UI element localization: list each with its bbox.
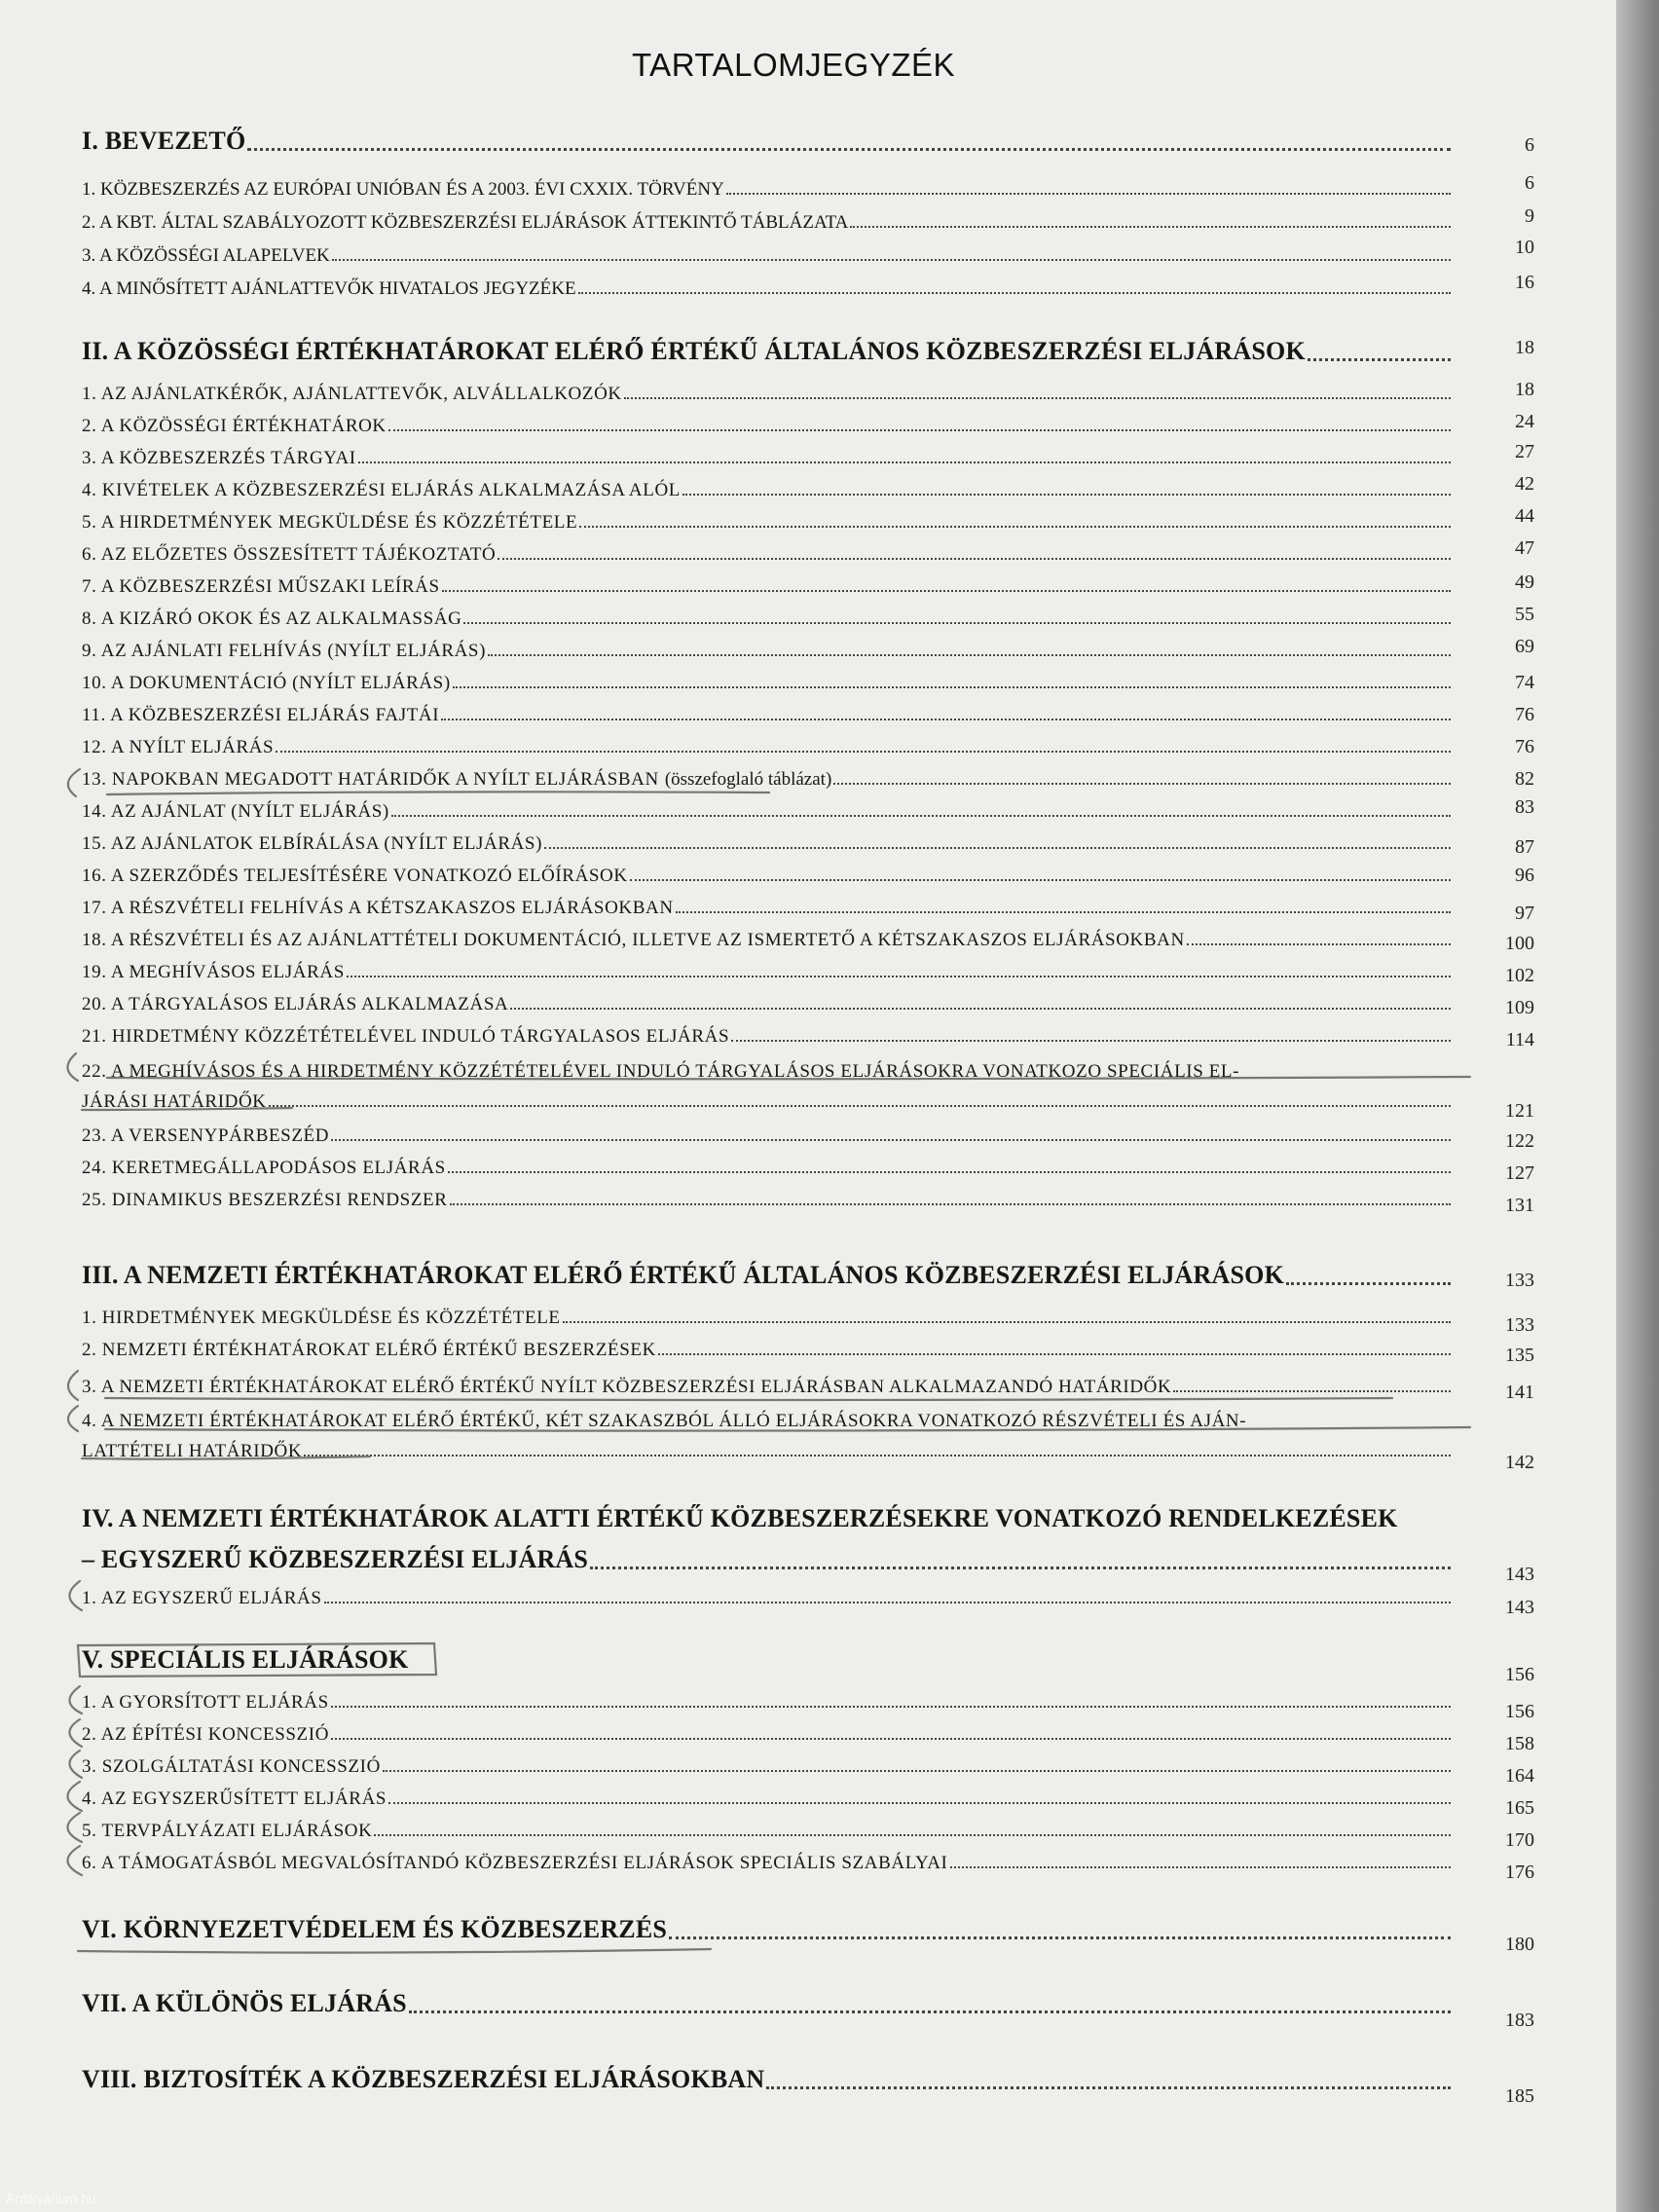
toc-entry[interactable]: [0, 1813, 1587, 1851]
toc-label: 4. AZ EGYSZERŰSÍTETT ELJÁRÁS: [82, 1788, 387, 1809]
page-number: 24: [1515, 411, 1534, 432]
toc-note: (összefoglaló táblázat): [664, 769, 832, 790]
page-number: 44: [1515, 505, 1534, 527]
dot-leader: [276, 751, 1451, 753]
dot-leader: [682, 494, 1451, 496]
page-number: 165: [1505, 1797, 1534, 1819]
page-number: 131: [1505, 1195, 1534, 1216]
toc-entry[interactable]: [0, 761, 1587, 791]
toc-entry[interactable]: [0, 633, 1587, 662]
page-number: 135: [1505, 1345, 1534, 1366]
toc-entry[interactable]: [0, 986, 1587, 1018]
dot-leader: [388, 1802, 1451, 1804]
page-number: 6: [1525, 172, 1534, 194]
dot-leader: [304, 1455, 1451, 1456]
toc-entry[interactable]: [0, 890, 1587, 924]
dot-leader: [726, 193, 1451, 195]
toc-entry[interactable]: [0, 665, 1587, 694]
toc-label: 10. A DOKUMENTÁCIÓ (NYÍLT ELJÁRÁS): [82, 673, 451, 693]
dot-leader: [409, 2010, 1451, 2013]
toc-label: 1. KÖZBESZERZÉS AZ EURÓPAI UNIÓBAN ÉS A 2003. ÉVI CXXIX. TÖRVÉNY: [82, 179, 724, 200]
toc-label: 4. A MINŐSÍTETT AJÁNLATTEVŐK HIVATALOS JEGYZÉKE: [82, 278, 576, 299]
toc-entry[interactable]: [0, 1118, 1587, 1152]
watermark: Antikvárium.hu: [6, 2191, 96, 2206]
toc-label: 24. KERETMEGÁLLAPODÁSOS ELJÁRÁS: [82, 1158, 446, 1178]
toc-label: 1. AZ AJÁNLATKÉRŐK, AJÁNLATTEVŐK, ALVÁLLALKOZÓK: [82, 384, 622, 404]
toc-entry[interactable]: [0, 793, 1587, 823]
toc-label: 15. AZ AJÁNLATOK ELBÍRÁLÁSA (NYÍLT ELJÁRÁS): [82, 833, 543, 854]
toc-label: III. A NEMZETI ÉRTÉKHATÁROKAT ELÉRŐ ÉRTÉKŰ ÁLTALÁNOS KÖZBESZERZÉSI ELJÁRÁSOK: [82, 1261, 1284, 1289]
page-number: 180: [1505, 1934, 1534, 1955]
toc-entry[interactable]: [0, 238, 1587, 267]
toc-label: 21. HIRDETMÉNY KÖZZÉTÉTELÉVEL INDULÓ TÁRGYALASOS ELJÁRÁS: [82, 1026, 730, 1047]
dot-leader: [731, 1040, 1451, 1042]
dot-leader: [331, 1706, 1451, 1708]
toc-entry[interactable]: [0, 1150, 1587, 1184]
toc-label: 14. AZ AJÁNLAT (NYÍLT ELJÁRÁS): [82, 801, 389, 822]
toc-entry[interactable]: [0, 729, 1587, 758]
toc-label: 5. A HIRDETMÉNYEK MEGKÜLDÉSE ÉS KÖZZÉTÉTELE: [82, 512, 578, 533]
pencil-underline: [105, 1398, 1392, 1400]
page-number: 122: [1505, 1130, 1534, 1152]
toc-entry[interactable]: [0, 1749, 1587, 1787]
page-number: 55: [1515, 604, 1534, 625]
dot-leader: [669, 1936, 1451, 1939]
toc-label: 1. A GYORSÍTOTT ELJÁRÁS: [82, 1692, 329, 1713]
toc-label: 7. A KÖZBESZERZÉSI MŰSZAKI LEÍRÁS: [82, 576, 440, 597]
toc-entry[interactable]: [0, 1084, 1587, 1122]
toc-label: 22. A MEGHÍVÁSOS ÉS A HIRDETMÉNY KÖZZÉTÉTELÉVEL INDULÓ TÁRGYALÁSOS ELJÁRÁSOKRA VONATKOZO SPECIÁLIS EL-: [82, 1061, 1240, 1082]
toc-entry-wrap[interactable]: [0, 1053, 1587, 1083]
toc-label: 8. A KIZÁRÓ OKOK ÉS AZ ALKALMASSÁG: [82, 608, 462, 629]
dot-leader: [766, 2086, 1451, 2089]
page-number: 102: [1505, 965, 1534, 986]
page-number: 83: [1515, 796, 1534, 818]
toc-entry[interactable]: [0, 504, 1587, 534]
page-number: 141: [1505, 1382, 1534, 1403]
toc-label: 9. AZ AJÁNLATI FELHÍVÁS (NYÍLT ELJÁRÁS): [82, 641, 487, 661]
dot-leader: [1187, 943, 1451, 945]
dot-leader: [453, 686, 1451, 688]
toc-label: 3. SZOLGÁLTATÁSI KONCESSZIÓ: [82, 1756, 381, 1777]
dot-leader: [347, 976, 1451, 977]
toc-entry[interactable]: [0, 858, 1587, 887]
toc-entry[interactable]: [0, 1332, 1587, 1366]
toc-label: 20. A TÁRGYALÁSOS ELJÁRÁS ALKALMAZÁSA: [82, 994, 509, 1014]
page-number: 69: [1515, 636, 1534, 657]
page-number: 133: [1505, 1314, 1534, 1336]
dot-leader: [630, 879, 1451, 881]
toc-label: 3. A KÖZBESZERZÉS TÁRGYAI: [82, 448, 356, 468]
page-number: 183: [1505, 2009, 1534, 2031]
toc-entry[interactable]: [0, 826, 1587, 858]
page-number: 185: [1505, 2085, 1534, 2107]
dot-leader: [579, 526, 1451, 528]
page-number: 49: [1515, 571, 1534, 593]
dot-leader: [488, 654, 1451, 656]
toc-entry[interactable]: [0, 922, 1587, 954]
toc-label: 13. NAPOKBAN MEGADOTT HATÁRIDŐK A NYÍLT ELJÁRÁSBAN: [82, 769, 659, 790]
dot-leader: [510, 1008, 1451, 1010]
toc-entry[interactable]: [0, 1018, 1587, 1051]
toc-entry[interactable]: [0, 204, 1587, 234]
page-number: 127: [1505, 1162, 1534, 1184]
dot-leader: [498, 558, 1451, 560]
toc-label: 1. AZ EGYSZERŰ ELJÁRÁS: [82, 1588, 322, 1608]
toc-label: 12. A NYÍLT ELJÁRÁS: [82, 737, 275, 757]
toc-entry[interactable]: [0, 954, 1587, 986]
page-number: 47: [1515, 537, 1534, 559]
dot-leader: [391, 815, 1451, 817]
toc-entry[interactable]: [0, 1684, 1587, 1722]
toc-heading-4[interactable]: [0, 1504, 1587, 1533]
toc-label: 3. A KÖZÖSSÉGI ALAPELVEK: [82, 245, 330, 266]
dot-leader: [578, 292, 1451, 294]
dot-leader: [463, 622, 1451, 624]
dot-leader: [833, 783, 1451, 785]
toc-label: 11. A KÖZBESZERZÉSI ELJÁRÁS FAJTÁI: [82, 705, 440, 725]
toc-label: 25. DINAMIKUS BESZERZÉSI RENDSZER: [82, 1190, 448, 1210]
page-number: 74: [1515, 672, 1534, 693]
toc-label: 5. TERVPÁLYÁZATI ELJÁRÁSOK: [82, 1821, 373, 1841]
page-number: 121: [1505, 1100, 1534, 1122]
toc-heading-5[interactable]: [0, 1645, 1587, 1685]
toc-entry[interactable]: [0, 1580, 1587, 1618]
page-title: TARTALOMJEGYZÉK: [631, 47, 956, 83]
toc-entry[interactable]: [0, 697, 1587, 726]
toc-entry[interactable]: [0, 171, 1587, 201]
dot-leader: [331, 1738, 1451, 1740]
dot-leader: [332, 259, 1451, 261]
toc-label: 6. AZ ELŐZETES ÖSSZESÍTETT TÁJÉKOZTATÓ: [82, 544, 497, 565]
toc-entry[interactable]: [0, 1433, 1587, 1473]
toc-heading-2[interactable]: [0, 337, 1587, 366]
dot-leader: [658, 1353, 1451, 1355]
dot-leader: [624, 397, 1451, 399]
toc-label: 3. A NEMZETI ÉRTÉKHATÁROKAT ELÉRŐ ÉRTÉKŰ NYÍLT KÖZBESZERZÉSI ELJÁRÁSBAN ALKALMAZANDÓ HATÁRIDŐK: [82, 1377, 1172, 1397]
toc-entry[interactable]: [0, 1845, 1587, 1883]
toc-label: 23. A VERSENYPÁRBESZÉD: [82, 1125, 330, 1146]
dot-leader: [247, 148, 1451, 151]
toc-entry[interactable]: [0, 1369, 1587, 1403]
page-number: 82: [1515, 768, 1534, 790]
toc-entry[interactable]: [0, 440, 1587, 469]
toc-label: 17. A RÉSZVÉTELI FELHÍVÁS A KÉTSZAKASZOS ELJÁRÁSOKBAN: [82, 898, 674, 918]
toc-label: VI. KÖRNYEZETVÉDELEM ÉS KÖZBESZERZÉS: [82, 1915, 668, 1943]
toc-label: LATTÉTELI HATÁRIDŐK: [82, 1441, 303, 1461]
dot-leader: [441, 719, 1451, 720]
toc-entry[interactable]: [0, 1300, 1587, 1336]
page-number: 96: [1515, 865, 1534, 886]
toc-label: 4. A NEMZETI ÉRTÉKHATÁROKAT ELÉRŐ ÉRTÉKŰ, KÉT SZAKASZBÓL ÁLLÓ ELJÁRÁSOKRA VONATKOZÓ RÉSZVÉTELI ÉS AJÁN-: [82, 1411, 1247, 1431]
dot-leader: [850, 226, 1451, 228]
toc-entry[interactable]: [0, 408, 1587, 437]
toc-label: II. A KÖZÖSSÉGI ÉRTÉKHATÁROKAT ELÉRŐ ÉRTÉKŰ ÁLTALÁNOS KÖZBESZERZÉSI ELJÁRÁSOK: [82, 337, 1306, 365]
toc-label: VIII. BIZTOSÍTÉK A KÖZBESZERZÉSI ELJÁRÁSOKBAN: [82, 2065, 765, 2093]
dot-leader: [374, 1834, 1451, 1836]
dot-leader: [544, 847, 1451, 849]
page-number: 156: [1505, 1701, 1534, 1722]
toc-label: JÁRÁSI HATÁRIDŐK: [82, 1091, 267, 1112]
dot-leader: [563, 1321, 1451, 1323]
page-number: 6: [1525, 134, 1534, 156]
toc-label: 2. A KÖZÖSSÉGI ÉRTÉKHATÁROK: [82, 416, 387, 436]
toc-entry[interactable]: [0, 271, 1587, 300]
dot-leader: [358, 461, 1451, 463]
toc-entry[interactable]: [0, 1781, 1587, 1819]
dot-leader: [324, 1602, 1452, 1604]
page-number: 156: [1505, 1664, 1534, 1685]
toc-label: IV. A NEMZETI ÉRTÉKHATÁROK ALATTI ÉRTÉKŰ KÖZBESZERZÉSEKRE VONATKOZÓ RENDELKEZÉSEK: [82, 1504, 1398, 1532]
toc-entry[interactable]: [0, 1716, 1587, 1754]
toc-entry[interactable]: [0, 536, 1587, 566]
page-number: 143: [1505, 1564, 1534, 1585]
page-number: 42: [1515, 473, 1534, 495]
page-number: 114: [1505, 1029, 1534, 1051]
toc-label: 2. A KBT. ÁLTAL SZABÁLYOZOTT KÖZBESZERZÉSI ELJÁRÁSOK ÁTTEKINTŐ TÁBLÁZATA: [82, 212, 849, 233]
toc-entry-wrap[interactable]: [0, 1403, 1587, 1432]
toc-entry[interactable]: [0, 472, 1587, 501]
page-number: 109: [1505, 997, 1534, 1018]
page-number: 142: [1505, 1452, 1534, 1473]
page-number: 18: [1515, 379, 1534, 400]
toc-heading-3[interactable]: [0, 1261, 1587, 1290]
dot-leader: [388, 429, 1451, 431]
pencil-underline: [78, 1949, 711, 1953]
dot-leader: [442, 590, 1451, 592]
dot-leader: [450, 1203, 1451, 1205]
toc-label: V. SPECIÁLIS ELJÁRÁSOK: [82, 1645, 409, 1674]
dot-leader: [1286, 1282, 1451, 1285]
page-number: 170: [1505, 1829, 1534, 1851]
dot-leader: [331, 1139, 1451, 1141]
toc-heading-1[interactable]: [0, 127, 1587, 156]
page-number: 164: [1505, 1765, 1534, 1787]
toc-entry[interactable]: [0, 1182, 1587, 1216]
toc-label: – EGYSZERŰ KÖZBESZERZÉSI ELJÁRÁS: [82, 1545, 589, 1573]
toc-label: 6. A TÁMOGATÁSBÓL MEGVALÓSÍTANDÓ KÖZBESZERZÉSI ELJÁRÁSOK SPECIÁLIS SZABÁLYAI: [82, 1853, 948, 1873]
page-number: 100: [1505, 933, 1534, 954]
toc-entry[interactable]: [0, 569, 1587, 598]
page-number: 16: [1515, 272, 1534, 293]
page-number: 143: [1505, 1597, 1534, 1618]
dot-leader: [1308, 358, 1451, 361]
toc-label: 16. A SZERZŐDÉS TELJESÍTÉSÉRE VONATKOZÓ ELŐÍRÁSOK: [82, 866, 628, 886]
toc-entry[interactable]: [0, 601, 1587, 630]
page-number: 76: [1515, 704, 1534, 725]
page-number: 10: [1515, 237, 1534, 258]
toc-label: 19. A MEGHÍVÁSOS ELJÁRÁS: [82, 962, 345, 982]
page-number: 27: [1515, 441, 1534, 462]
page-number: 97: [1515, 903, 1534, 924]
toc-label: 2. AZ ÉPÍTÉSI KONCESSZIÓ: [82, 1724, 330, 1745]
toc-label: 1. HIRDETMÉNYEK MEGKÜLDÉSE ÉS KÖZZÉTÉTELE: [82, 1308, 561, 1328]
toc-heading-8[interactable]: [0, 2065, 1587, 2107]
page-number: 87: [1515, 836, 1534, 858]
page-number: 76: [1515, 736, 1534, 757]
toc-heading-7[interactable]: [0, 1989, 1587, 2031]
book-spine-shadow: [1616, 0, 1659, 2212]
toc-entry[interactable]: [0, 376, 1587, 405]
dot-leader: [1173, 1390, 1451, 1392]
toc-label: 4. KIVÉTELEK A KÖZBESZERZÉSI ELJÁRÁS ALKALMAZÁSA ALÓL: [82, 480, 681, 500]
toc-label: I. BEVEZETŐ: [82, 127, 246, 155]
toc-label: 2. NEMZETI ÉRTÉKHATÁROKAT ELÉRŐ ÉRTÉKŰ BESZERZÉSEK: [82, 1340, 656, 1360]
page-number: 9: [1525, 205, 1534, 227]
dot-leader: [590, 1567, 1451, 1569]
toc-label: 18. A RÉSZVÉTELI ÉS AZ AJÁNLATTÉTELI DOKUMENTÁCIÓ, ILLETVE AZ ISMERTETŐ A KÉTSZAKASZOS ELJÁRÁSOKBAN: [82, 930, 1185, 950]
page-number: 18: [1515, 337, 1534, 358]
toc-label: VII. A KÜLÖNÖS ELJÁRÁS: [82, 1989, 407, 2017]
dot-leader: [383, 1770, 1451, 1772]
dot-leader: [448, 1171, 1451, 1173]
dot-leader: [676, 911, 1451, 913]
page-number: 176: [1505, 1862, 1534, 1883]
toc-heading-6[interactable]: [0, 1915, 1587, 1955]
page-number: 133: [1505, 1270, 1534, 1291]
dot-leader: [950, 1866, 1452, 1868]
dot-leader: [269, 1105, 1451, 1107]
toc-heading-4-cont[interactable]: [0, 1545, 1587, 1585]
page-number: 158: [1505, 1733, 1534, 1754]
